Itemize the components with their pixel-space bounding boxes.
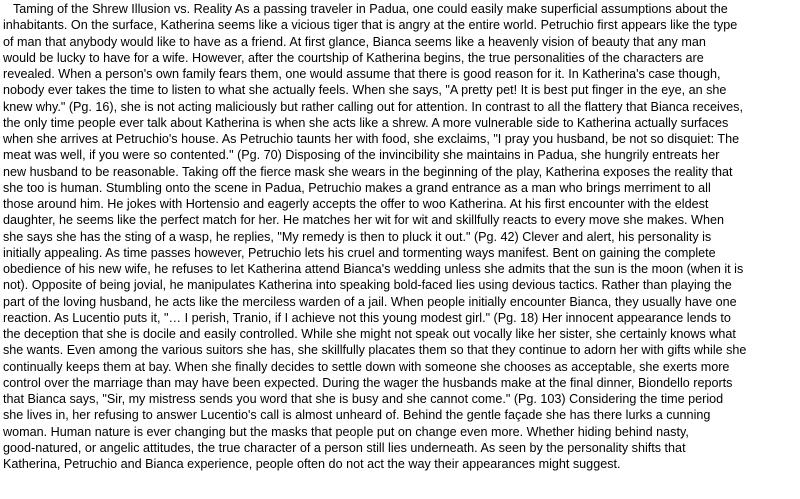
essay-line: meat was well, if you were so contented." (Pg. 70) Disposing of the invincibility she maintains in Padua, she hungrily entreats her xyxy=(3,148,720,163)
essay-line: not). Opposite of being jovial, he manipulates Katherina into speaking bold-faced lies using devious tactics. Rather than playing the xyxy=(3,278,732,293)
essay-line: obedience of his new wife, he refuses to let Katherina attend Bianca's wedding unless she admits that the sun is the moon (when it is xyxy=(3,262,744,276)
essay-line: when she arrives at Petruchio's house. As Petruchio taunts her with food, she exclaims, "I pray you husband, be not so disquiet: The xyxy=(3,132,740,146)
essay-body xyxy=(3,1,796,472)
essay-line: she says she has the sting of a wasp, he replies, "My remedy is then to pluck it out." (Pg. 42) Clever and alert, his personality is xyxy=(3,229,712,244)
essay-line: woman. Human nature is ever changing but the masks that people put on change even more. Whether hiding behind nasty, xyxy=(3,424,689,439)
essay-line: new husband to be reasonable. Taking off the fierce mask she wears in the beginning of the play, Katherina exposes the reality that xyxy=(3,164,733,179)
essay-line: would be lucky to have for a wife. However, after the courtship of Katherina begins, the true personalities of the characters are xyxy=(3,50,704,65)
essay-line: she wants. Even among the various suitors she has, she skillfully placates them so that they continue to adorn her with gifts while she xyxy=(3,343,747,358)
essay-line: the only time people ever talk about Katherina is when she acts like a shrew. A more vulnerable side to Katherina actually surfaces xyxy=(3,115,729,130)
essay-line: Katherina, Petruchio and Bianca experience, people often do not act the way their appearances might suggest. xyxy=(3,457,621,471)
essay-line: she too is human. Stumbling onto the scene in Padua, Petruchio makes a grand entrance as a man who brings merriment to all xyxy=(3,180,711,195)
essay-line: part of the loving husband, he acts like the merciless warden of a jail. When people initially encounter Bianca, they usually have one xyxy=(3,294,737,309)
essay-line: daughter, he seems like the perfect match for her. He matches her wit for wit and skillfully reacts to every move she makes. When xyxy=(3,213,724,228)
essay-line: good-natured, or angelic attitudes, the true character of a person still lies underneath. As seen by the personality shifts that xyxy=(3,440,686,455)
essay-line: continually keeps them at bay. When she finally decides to settle down with someone she chooses as acceptable, she exerts more xyxy=(3,359,730,374)
essay-line: she lives in, her refusing to answer Lucentio's call is almost unheard of. Behind the gentle façade she has there lurks a cunning xyxy=(3,408,711,423)
essay-line: reaction. As Lucentio puts it, "… I perish, Tranio, if I achieve not this young modest girl." (Pg. 18) Her innocent appearance lends to xyxy=(3,310,731,325)
essay-line: inhabitants. On the surface, Katherina seems like a vicious tiger that is angry at the entire world. Petruchio first appears like the type xyxy=(3,18,738,33)
essay-line: initially appealing. As time passes however, Petruchio lets his cruel and tormenting ways manifest. Bent on gaining the complete xyxy=(3,245,716,260)
essay-line: nobody ever takes the time to listen to what she actually feels. When she says, "A pretty pet! It is best put finger in the eye, an she xyxy=(3,83,727,98)
essay-line: Taming of the Shrew Illusion vs. Reality As a passing traveler in Padua, one could easily make superficial assumptions about the xyxy=(13,2,728,16)
essay-line: control over the marriage than may have been expected. During the wager the husbands make at the final dinner, Biondello reports xyxy=(3,375,733,390)
essay-line: knew why." (Pg. 16), she is not acting maliciously but rather calling out for attention. In contrast to all the flattery that Bianca receives, xyxy=(3,99,743,114)
essay-line: of man that anybody would like to have as a friend. At first glance, Bianca seems like a heavenly vision of beauty that any man xyxy=(3,34,706,49)
essay-line: that Bianca says, "Sir, my mistress sends you word that she is busy and she cannot come." (Pg. 103) Considering the time period xyxy=(3,392,724,406)
essay-line: revealed. When a person's own family fears them, one would assume that there is good reason for it. In Katherina's case though, xyxy=(3,67,721,81)
essay-line: those around him. He jokes with Hortensio and eagerly accepts the offer to woo Katherina. At his first encounter with the eldest xyxy=(3,197,709,211)
essay-line: the deception that she is docile and easily controlled. While she might not speak out vocally like her sister, she certainly knows what xyxy=(3,327,736,341)
